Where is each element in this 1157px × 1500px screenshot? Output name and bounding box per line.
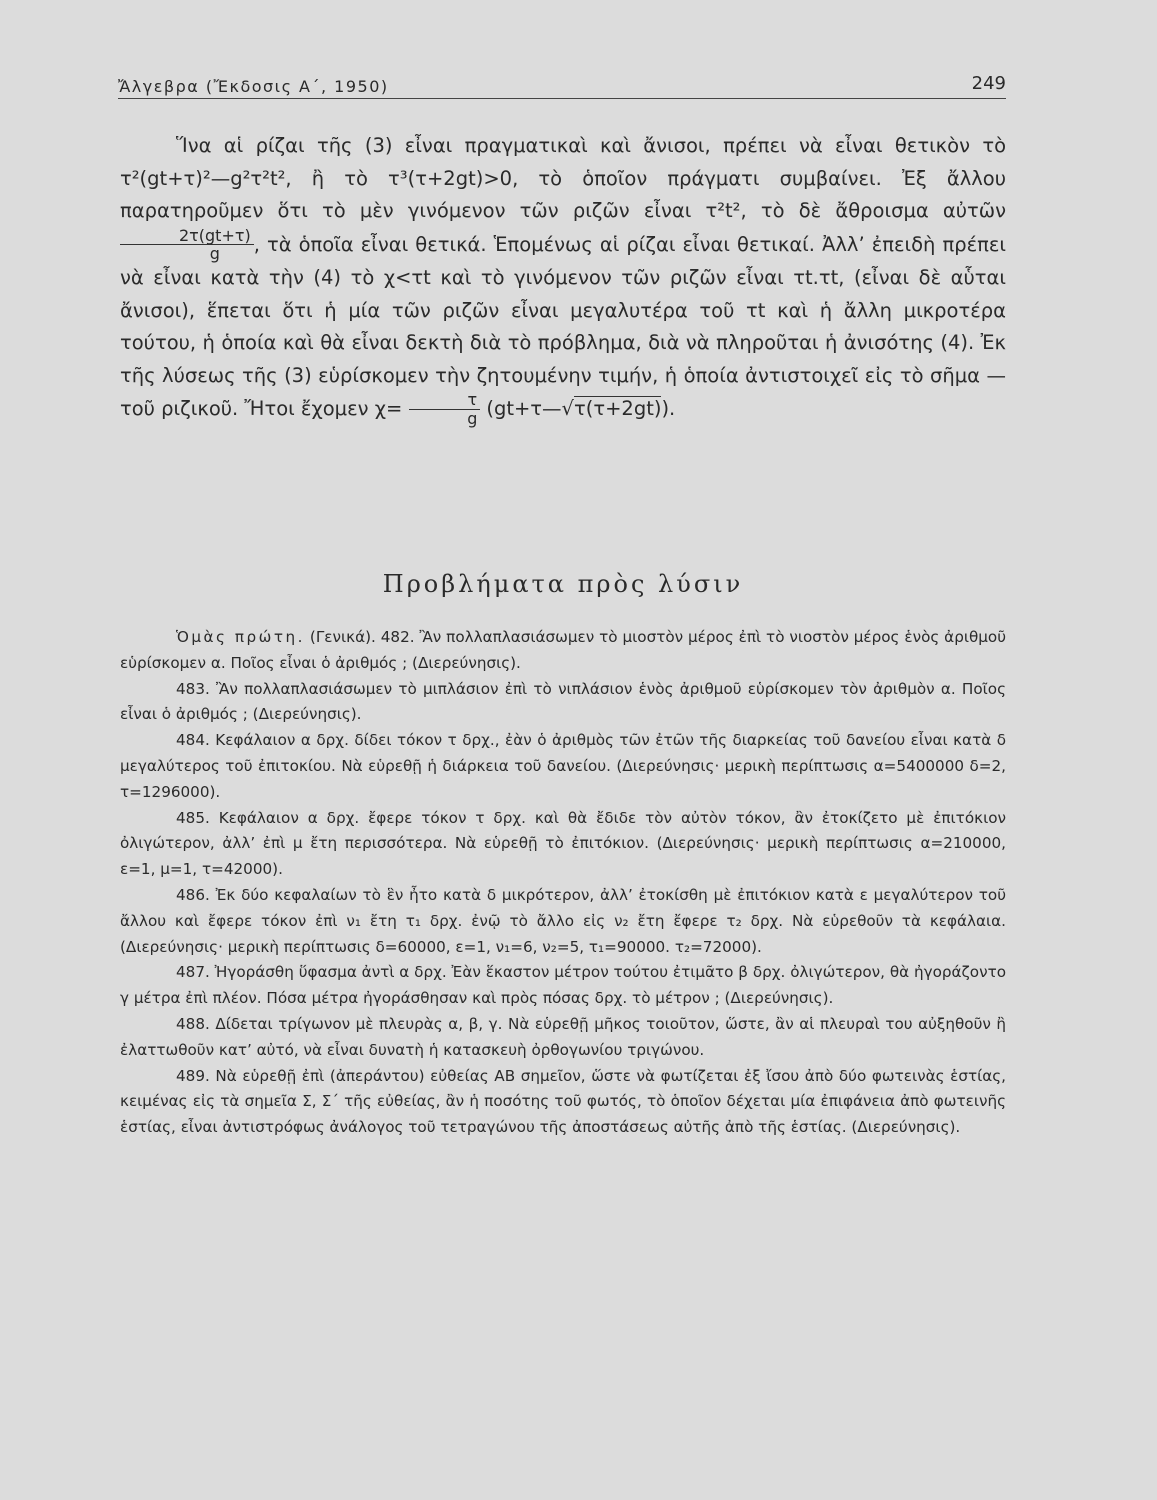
problem-482 [120, 625, 1006, 677]
problem-485: 485. Κεφάλαιον α δρχ. ἔφερε τόκον τ δρχ. καὶ θὰ ἔδιδε τὸν αὐτὸν τόκον, ἂν ἐτοκίζετο μὲ ἐπιτόκιον ὀλιγώτερον, ἀλλ’ ἐπὶ μ ἔτη περισσότερα. Νὰ εὑρεθῇ τὸ ἐπιτόκιον. (Διερεύνησις· μερικὴ περίπτωσις α=210000, ε=1, μ=1, τ=42000). [120, 808, 1006, 879]
solution-part-a: (gt+τ—√ [480, 397, 574, 421]
running-header [118, 70, 1006, 99]
problem-484: 484. Κεφάλαιον α δρχ. δίδει τόκον τ δρχ., ἐὰν ὁ ἀριθμὸς τῶν ἐτῶν τῆς διαρκείας τοῦ δανείου εἶναι κατὰ δ μεγαλύτερος τοῦ ἐπιτοκίου. Νὰ εὑρεθῇ ἡ διάρκεια τοῦ δανείου. (Διερεύνησις· μερικὴ περίπτωσις α=5400000 δ=2, τ=1296000). [120, 731, 1006, 801]
roots-sum-numerator: 2τ(gt+τ) [120, 228, 254, 246]
roots-sum-fraction [120, 225, 254, 264]
section-title: Προβλήματα πρὸς λύσιν [382, 570, 744, 598]
solution-numerator: τ [409, 392, 481, 410]
solution-fraction [409, 392, 481, 427]
solution-part-b: ). [661, 397, 676, 421]
problem-487: 487. Ἠγοράσθη ὕφασμα ἀντὶ α δρχ. Ἐὰν ἕκαστον μέτρον τούτου ἐτιμᾶτο β δρχ. ὀλιγώτερον, θὰ ἠγοράζοντο γ μέτρα ἐπὶ πλέον. Πόσα μέτρα ἠγοράσθησαν καὶ πρὸς πόσας δρχ. τὸ μέτρον ; (Διερεύνησις). [120, 963, 1006, 1008]
intro-paragraph [120, 130, 1006, 427]
page-number: 249 [971, 73, 1006, 94]
problem-482-text: (Γενικά). 482. Ἂν πολλαπλασιάσωμεν τὸ μιοστὸν μέρος ἐπὶ τὸ νιοστὸν μέρος ἑνὸς ἀριθμοῦ εὑρίσκομεν α. Ποῖος εἶναι ὁ ἀριθμός ; (Διερεύνησις). [120, 628, 1007, 672]
group-heading: Ὁμὰς πρώτη. [176, 628, 305, 646]
intro-sentence-2: , τὰ ὁποῖα εἶναι θετικά. Ἑπομένως αἱ ρίζαι εἶναι θετικαί. Ἀλλ’ ἐπειδὴ πρέπει νὰ εἶναι κατὰ τὴν (4) τὸ χ<τt καὶ τὸ γινόμενον τῶν ριζῶν εἶναι τt.τt, (εἶναι δὲ αὗται ἄνισοι), ἕπεται ὅτι ἡ μία τῶν ριζῶν εἶναι μεγαλυτέρα τοῦ τt καὶ ἡ ἄλλη μικροτέρα τούτου, ἡ ὁποία καὶ θὰ εἶναι δεκτὴ διὰ τὸ πρόβλημα, διὰ νὰ πληροῦται ἡ ἀνισότης (4). Ἐκ τῆς λύσεως τῆς (3) εὑρίσκομεν τὴν ζητουμένην τιμήν, ἡ ὁποία ἀντιστοιχεῖ εἰς τὸ σῆμα — τοῦ ριζικοῦ. Ἤτοι ἔχομεν χ= [120, 232, 1006, 421]
roots-sum-denominator: g [209, 244, 220, 264]
problem-483: 483. Ἂν πολλαπλασιάσωμεν τὸ μιπλάσιον ἐπὶ τὸ νιπλάσιον ἑνὸς ἀριθμοῦ εὑρίσκομεν τὸν ἀριθμὸν α. Ποῖος εἶναι ὁ ἀριθμός ; (Διερεύνησις). [120, 679, 1006, 724]
header-title: Ἄλγεβρα (Ἔκδοσις Α΄, 1950) [118, 77, 389, 96]
problems-list [120, 625, 1006, 1141]
problem-486: 486. Ἐκ δύο κεφαλαίων τὸ ἓν ἦτο κατὰ δ μικρότερον, ἀλλ’ ἐτοκίσθη μὲ ἐπιτόκιον κατὰ ε μεγαλύτερον τοῦ ἄλλου καὶ ἔφερε τόκον ἐπὶ ν₁ ἔτη τ₁ δρχ. ἐνῷ τὸ ἄλλο εἰς ν₂ ἔτη ἔφερε τ₂ δρχ. Νὰ εὑρεθοῦν τὰ κεφάλαια. (Διερεύνησις· μερικὴ περίπτωσις δ=60000, ε=1, ν₁=6, ν₂=5, τ₁=90000. τ₂=72000). [120, 885, 1006, 956]
problem-488: 488. Δίδεται τρίγωνον μὲ πλευρὰς α, β, γ. Νὰ εὑρεθῇ μῆκος τοιοῦτον, ὥστε, ἂν αἱ πλευραὶ του αὐξηθοῦν ἢ ἐλαττωθοῦν κατ’ αὐτό, νὰ εἶναι δυνατὴ ἡ κατασκευὴ ὀρθογωνίου τριγώνου. [120, 1014, 1006, 1059]
solution-denominator: g [467, 409, 478, 429]
intro-text [120, 130, 1006, 427]
intro-sentence-1: Ἵνα αἱ ρίζαι τῆς (3) εἶναι πραγματικαὶ καὶ ἄνισοι, πρέπει νὰ εἶναι θετικὸν τὸ τ²(gt+τ)²—g²τ²t², ἢ τὸ τ³(τ+2gt)>0, τὸ ὁποῖον πράγματι συμβαίνει. Ἐξ ἄλλου παρατηροῦμεν ὅτι τὸ μὲν γινόμενον τῶν ριζῶν εἶναι τ²t², τὸ δὲ ἄθροισμα αὐτῶν [120, 134, 1006, 222]
solution-radicand: τ(τ+2gt) [573, 397, 662, 421]
problem-489: 489. Νὰ εὑρεθῇ ἐπὶ (ἀπεράντου) εὐθείας ΑΒ σημεῖον, ὥστε νὰ φωτίζεται ἐξ ἴσου ἀπὸ δύο φωτεινὰς ἑστίας, κειμένας εἰς τὰ σημεῖα Σ, Σ΄ τῆς εὐθείας, ἂν ἡ ποσότης τοῦ φωτός, τὸ ὁποῖον δέχεται μία ἐπιφάνεια ἀπὸ φωτεινῆς ἑστίας, εἶναι ἀντιστρόφως ἀνάλογος τοῦ τετραγώνου τῆς ἀποστάσεως αὐτῆς ἀπὸ τῆς ἑστίας. (Διερεύνησις). [120, 1066, 1006, 1137]
